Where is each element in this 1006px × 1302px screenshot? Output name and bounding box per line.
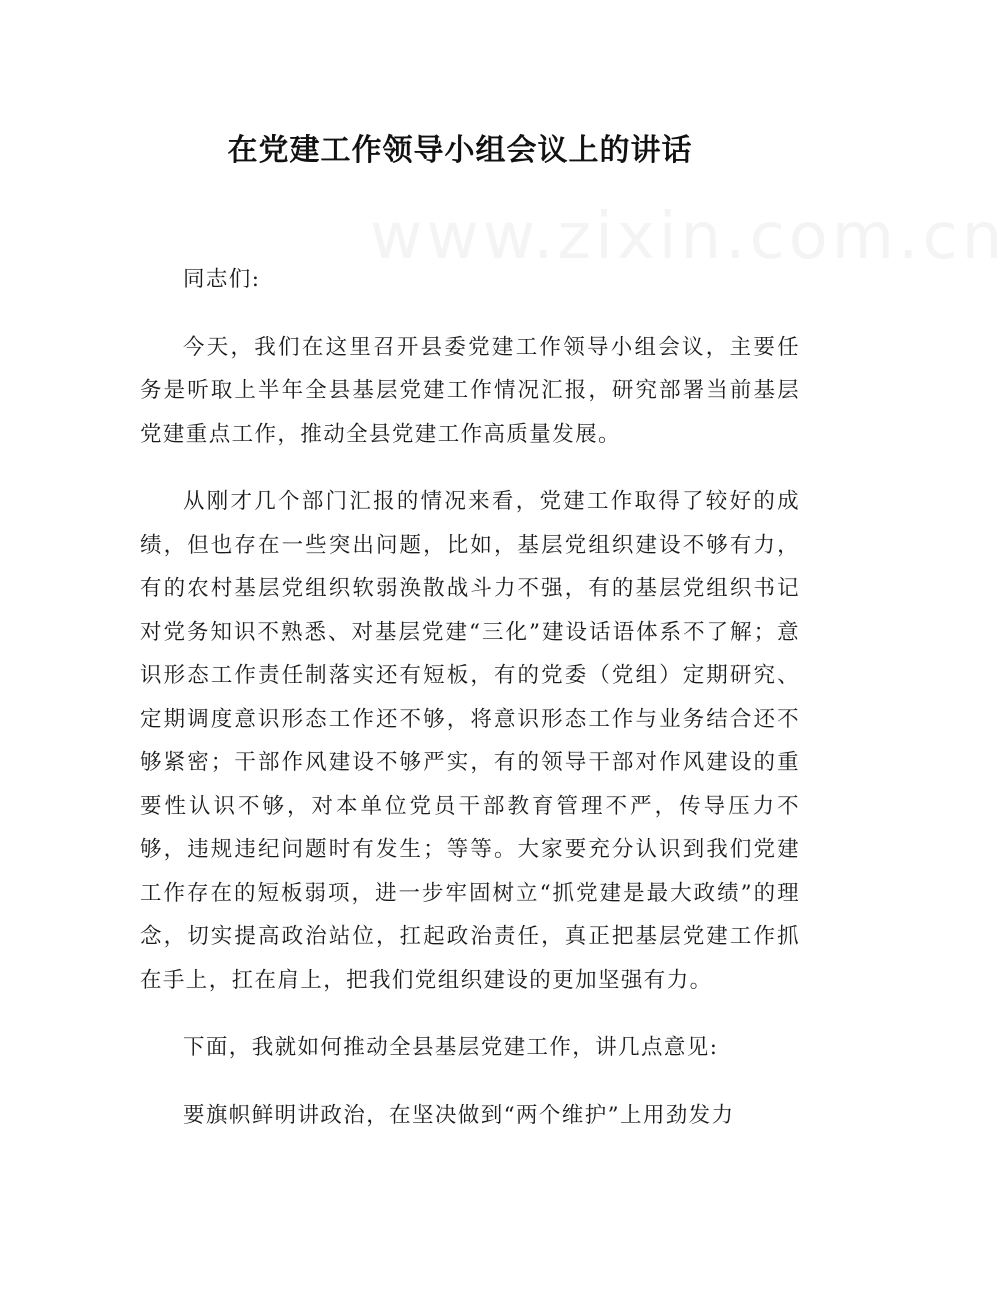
document-title: 在党建工作领导小组会议上的讲话: [227, 133, 693, 168]
paragraph-intro: 今天，我们在这里召开县委党建工作领导小组会议，主要任务是听取上半年全县基层党建工作情况汇报，研究部署当前基层党建重点工作，推动全县党建工作高质量发展。: [140, 334, 800, 447]
document-body: [140, 258, 800, 1161]
paragraph-greeting: 同志们:: [183, 267, 261, 292]
paragraph-heading-1: 要旗帜鲜明讲政治，在坚决做到“两个维护”上用劲发力: [183, 1102, 735, 1128]
watermark: www.zixin.com.cn: [370, 200, 1006, 274]
paragraph-transition: 下面，我就如何推动全县基层党建工作，讲几点意见:: [183, 1035, 719, 1060]
paragraph-problems: 从刚才几个部门汇报的情况来看，党建工作取得了较好的成绩，但也存在一些突出问题，比如，基层党组织建设不够有力，有的农村基层党组织软弱涣散战斗力不强，有的基层党组织书记对党务知识不熟悉、对基层党建“三化”建设话语体系不了解；意识形态工作责任制落实还有短板，有的党委（党组）定期研究、定期调度意识形态工作还不够，将意识形态工作与业务结合还不够紧密；干部作风建设不够严实，有的领导干部对作风建设的重要性认识不够，对本单位党员干部教育管理不严，传导压力不够，违规违纪问题时有发生；等等。大家要充分认识到我们党建工作存在的短板弱项，进一步牢固树立“抓党建是最大政绩”的理念，切实提高政治站位，扛起政治责任，真正把基层党建工作抓在手上，扛在肩上，把我们党组织建设的更加坚强有力。: [140, 489, 800, 993]
